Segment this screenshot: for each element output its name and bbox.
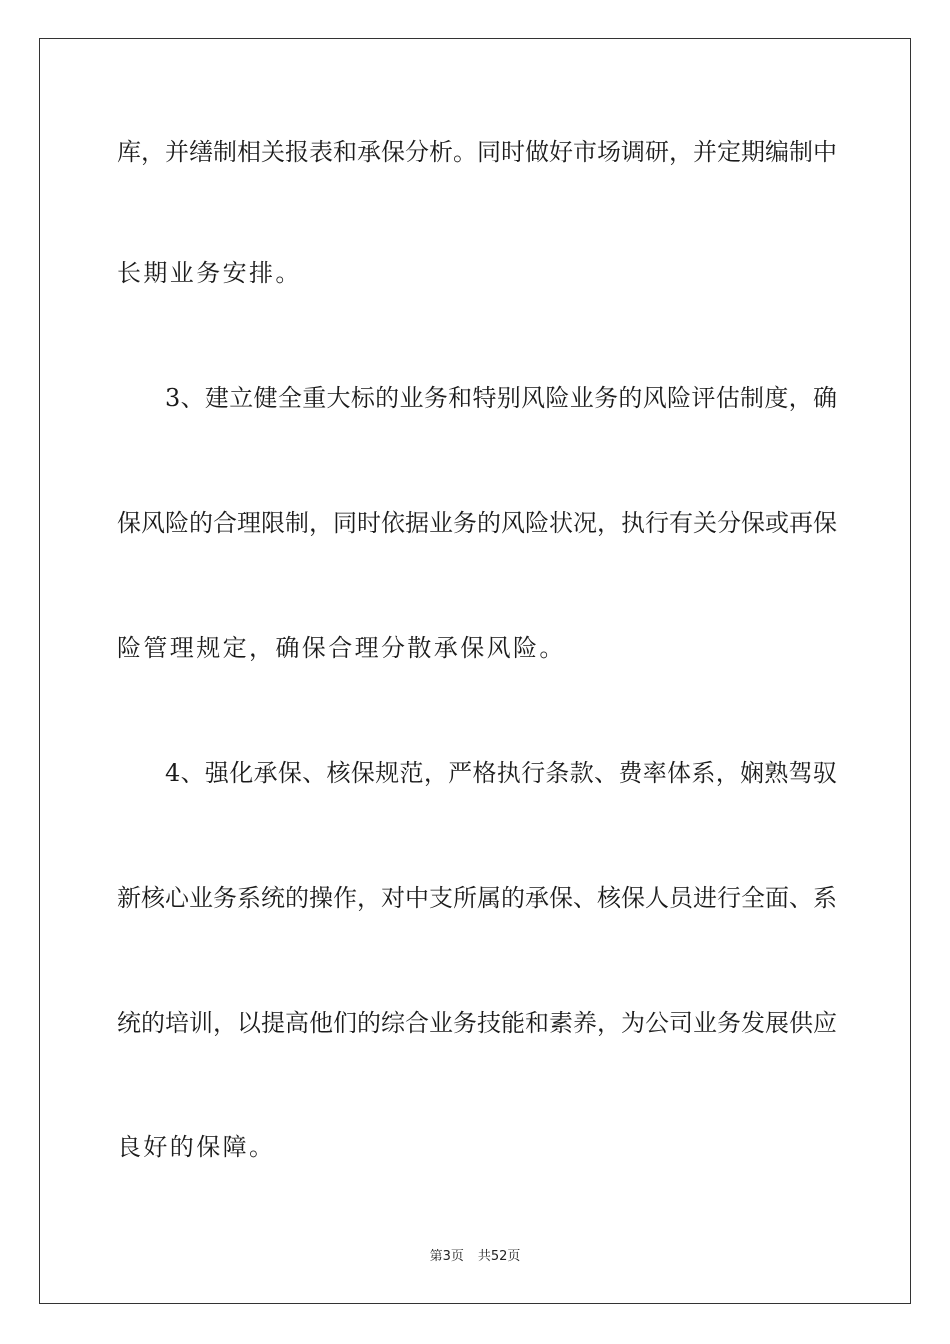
- page-number: 第3页: [429, 1249, 464, 1264]
- body-line-5: 险管理规定，确保合理分散承保风险。: [117, 634, 566, 662]
- body-line-8: 统的培训，以提高他们的综合业务技能和素养，为公司业务发展供应: [117, 1009, 837, 1037]
- body-line-6: 4、强化承保、核保规范，严格执行条款、费率体系，娴熟驾驭: [165, 759, 837, 787]
- page-border: [39, 38, 911, 1304]
- body-line-7: 新核心业务系统的操作，对中支所属的承保、核保人员进行全面、系: [117, 884, 837, 912]
- body-line-2: 长期业务安排。: [117, 259, 302, 287]
- page-footer: [0, 1249, 950, 1265]
- body-line-4: 保风险的合理限制，同时依据业务的风险状况，执行有关分保或再保: [117, 509, 837, 537]
- body-line-9: 良好的保障。: [117, 1133, 276, 1161]
- body-line-3: 3、建立健全重大标的业务和特别风险业务的风险评估制度，确: [165, 384, 837, 412]
- body-line-1: 库，并缮制相关报表和承保分析。同时做好市场调研，并定期编制中: [117, 138, 837, 166]
- page-total: 共52页: [477, 1249, 521, 1264]
